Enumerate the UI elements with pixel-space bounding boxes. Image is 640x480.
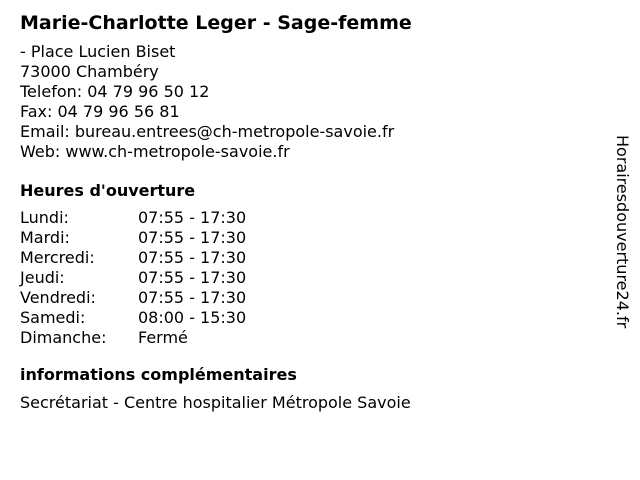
day-label: Lundi: bbox=[20, 208, 69, 227]
time-range: 07:55 - 17:30 bbox=[138, 208, 247, 227]
street-address: - Place Lucien Biset bbox=[20, 42, 176, 61]
hours-heading: Heures d'ouverture bbox=[20, 181, 196, 200]
time-range: 07:55 - 17:30 bbox=[138, 228, 247, 247]
time-range: 08:00 - 15:30 bbox=[138, 308, 247, 327]
hours-row-mardi bbox=[20, 228, 600, 248]
info-text: Secrétariat - Centre hospitalier Métropole Savoie bbox=[20, 393, 411, 412]
day-label: Mercredi: bbox=[20, 248, 95, 267]
hours-row-lundi bbox=[20, 208, 600, 228]
business-card bbox=[20, 10, 600, 414]
city-address: 73000 Chambéry bbox=[20, 62, 159, 81]
phone-number: Telefon: 04 79 96 50 12 bbox=[20, 82, 210, 101]
day-label: Dimanche: bbox=[20, 328, 107, 347]
hours-row-jeudi bbox=[20, 268, 600, 288]
time-range: Fermé bbox=[138, 328, 188, 347]
day-label: Mardi: bbox=[20, 228, 70, 247]
hours-table bbox=[20, 208, 600, 348]
page-title: Marie-Charlotte Leger - Sage-femme bbox=[20, 12, 412, 34]
site-watermark: Horairesdouverture24.fr bbox=[613, 135, 632, 329]
time-range: 07:55 - 17:30 bbox=[138, 248, 247, 267]
fax-number: Fax: 04 79 96 56 81 bbox=[20, 102, 180, 121]
hours-row-mercredi bbox=[20, 248, 600, 268]
hours-row-vendredi bbox=[20, 288, 600, 308]
info-heading: informations complémentaires bbox=[20, 365, 297, 384]
time-range: 07:55 - 17:30 bbox=[138, 288, 247, 307]
day-label: Vendredi: bbox=[20, 288, 96, 307]
email-address: Email: bureau.entrees@ch-metropole-savoie.fr bbox=[20, 122, 395, 141]
website-address: Web: www.ch-metropole-savoie.fr bbox=[20, 142, 290, 161]
hours-row-dimanche bbox=[20, 328, 600, 348]
time-range: 07:55 - 17:30 bbox=[138, 268, 247, 287]
day-label: Samedi: bbox=[20, 308, 86, 327]
contact-block bbox=[20, 42, 600, 162]
hours-row-samedi bbox=[20, 308, 600, 328]
day-label: Jeudi: bbox=[20, 268, 65, 287]
